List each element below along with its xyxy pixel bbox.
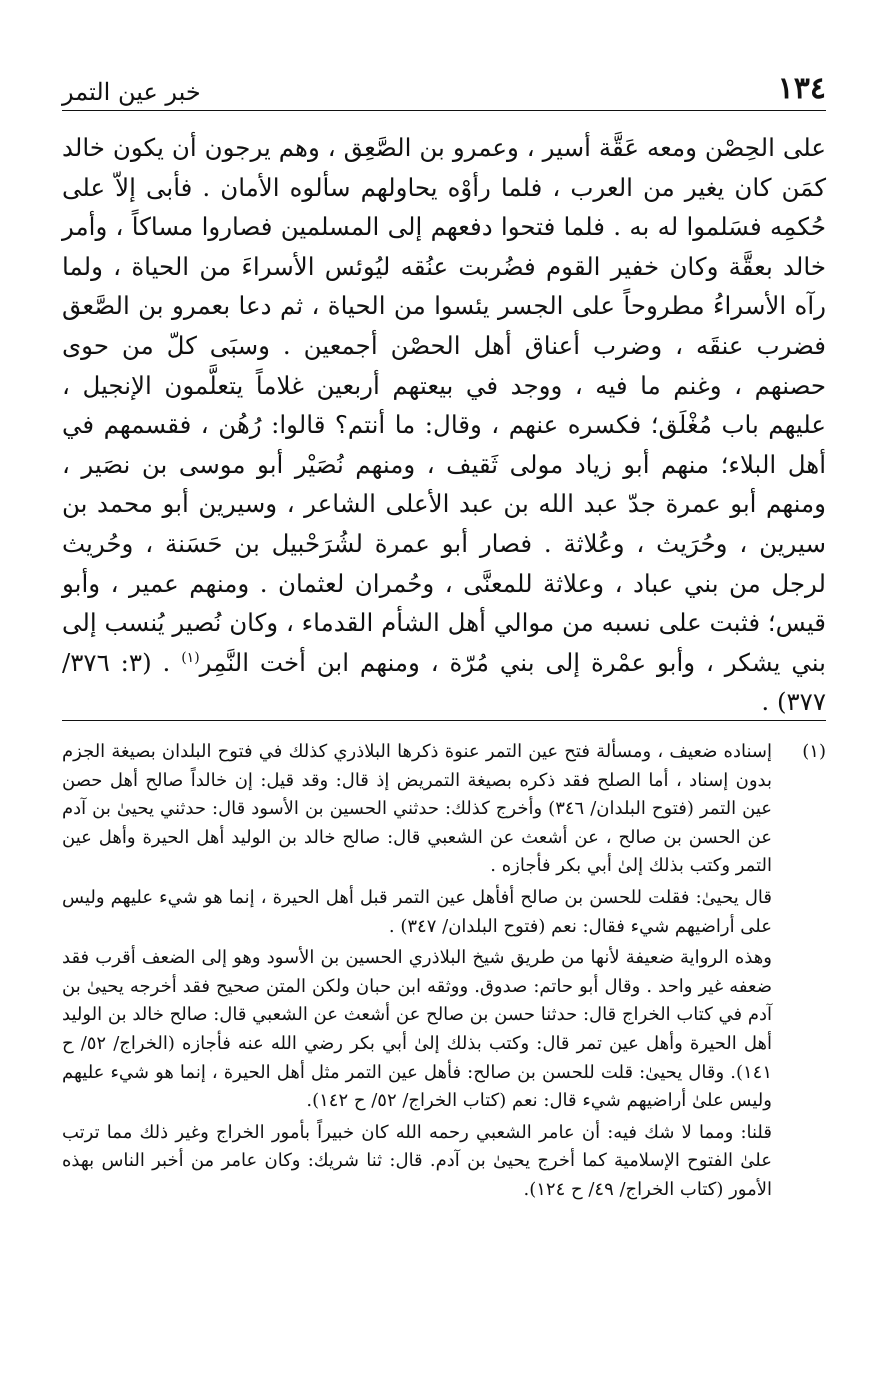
page-header (62, 58, 826, 104)
footnote-marker: (١) (802, 741, 826, 762)
main-paragraph (62, 128, 826, 722)
main-text-body: على الحِصْن ومعه عَقَّة أسير ، وعمرو بن الصَّعِق ، وهم يرجون أن يكون خالد كمَن كان يغير من العرب ، فلما رأوْه يحاولهم سألوه الأمان . فأبى إلاّ على حُكمِه فسَلموا له به . فلما فتحوا دفعهم إلى المسلمين فصاروا مساكاً ، وأمر خالد بعقَّة وكان خفير القوم فضُربت عنُقه ليُوئس الأسراءَ من الحياة ، ولما رآه الأسراءُ مطروحاً على الجسر يئسوا من الحياة ، ثم دعا بعمرو بن الصَّعق فضرب عنقَه ، وضرب أعناق أهل الحصْن أجمعين . وسبَى كلّ من حوى حصنهم ، وغنم ما فيه ، ووجد في بيعتهم أربعين غلاماً يتعلَّمون الإنجيل ، عليهم باب مُغْلَق؛ فكسره عنهم ، وقال: ما أنتم؟ قالوا: رُهُن ، فقسمهم في أهل البلاء؛ منهم أبو زياد مولى ثَقيف ، ومنهم نُصَيْر أبو موسى بن نصَير ، ومنهم أبو عمرة جدّ عبد الله بن عبد الأعلى الشاعر ، وسيرين أبو محمد بن سيرين ، وحُرَيث ، وعُلاثة . فصار أبو عمرة لشُرَحْبيل بن حَسَنة ، وحُريث لرجل من بني عباد ، وعلاثة للمعنَّى ، وحُمران لعثمان . ومنهم عمير ، وأبو قيس؛ فثبت على نسبه من موالي أهل الشأم القدماء ، وكان نُصير يُنسب إلى بني يشكر ، وأبو عمْرة إلى بني مُرّة ، ومنهم ابن أخت النَّمِر (62, 133, 826, 677)
footnotes (62, 738, 826, 1205)
header-rule (62, 110, 826, 111)
footnote-separator (62, 720, 826, 721)
page-number: ١٣٤ (777, 71, 826, 106)
footnote-1 (62, 738, 826, 1205)
footnote-body (62, 738, 772, 1205)
footnote-reference[interactable]: (١) (181, 649, 200, 666)
footnote-paragraph: وهذه الرواية ضعيفة لأنها من طريق شيخ البلاذري الحسين بن الأسود وهو إلى الضعف أقرب فقد ضعفه غير واحد . وقال أبو حاتم: صدوق. ووثقه ابن حبان ولكن المتن صحيح فقد أخرجه يحيىٰ بن آدم في كتاب الخراج قال: حدثنا حسن بن صالح عن أشعث عن الشعبي قال: صالح خالد بن الوليد أهل الحيرة وأهل عين تمر قال: وكتب بذلك إلىٰ أبي بكر رضي الله عنه فأجازه (الخراج/ ٥٢/ ح ١٤١). وقال يحيىٰ: قلت للحسن بن صالح: فأهل عين التمر مثل أهل الحيرة ، إنما هو شيء عليهم وليس علىٰ أراضيهم شيء قال: نعم (كتاب الخراج/ ٥٢/ ح ١٤٢). (62, 947, 772, 1112)
source-citation: . (٣: ٣٧٦/ ٣٧٧) . (62, 647, 826, 717)
footnote-paragraph: إسناده ضعيف ، ومسألة فتح عين التمر عنوة ذكرها البلاذري كذلك في فتوح البلدان بصيغة الجزم بدون إسناد ، أما الصلح فقد ذكره بصيغة التمريض إذ قال: وقد قيل: إن خالداً صالح أهل حصن عين التمر (فتوح البلدان/ ٣٤٦) وأخرج كذلك: حدثني الحسين بن الأسود قال: حدثني يحيىٰ بن آدم عن الحسن بن صالح ، عن أشعث عن الشعبي قال: صالح خالد بن الوليد أهل الحيرة وأهل عين التمر وكتب بذلك إلىٰ أبي بكر فأجازه . (62, 741, 772, 877)
main-text (62, 128, 826, 722)
running-title: خبر عين التمر (62, 78, 201, 106)
footnote-paragraph: قلنا: ومما لا شك فيه: أن عامر الشعبي رحمه الله كان خبيراً بأمور الخراج وغير ذلك مما ترتب علىٰ الفتوح الإسلامية كما أخرج يحيىٰ بن آدم. قال: ثنا شريك: وكان عامر من أخبر الناس بهذه الأمور (كتاب الخراج/ ٤٩/ ح ١٢٤). (62, 1121, 772, 1200)
footnote-paragraph: قال يحيىٰ: فقلت للحسن بن صالح أفأهل عين التمر قبل أهل الحيرة ، إنما هو شيء عليهم وليس على أراضيهم شيء فقال: نعم (فتوح البلدان/ ٣٤٧) . (62, 886, 772, 937)
